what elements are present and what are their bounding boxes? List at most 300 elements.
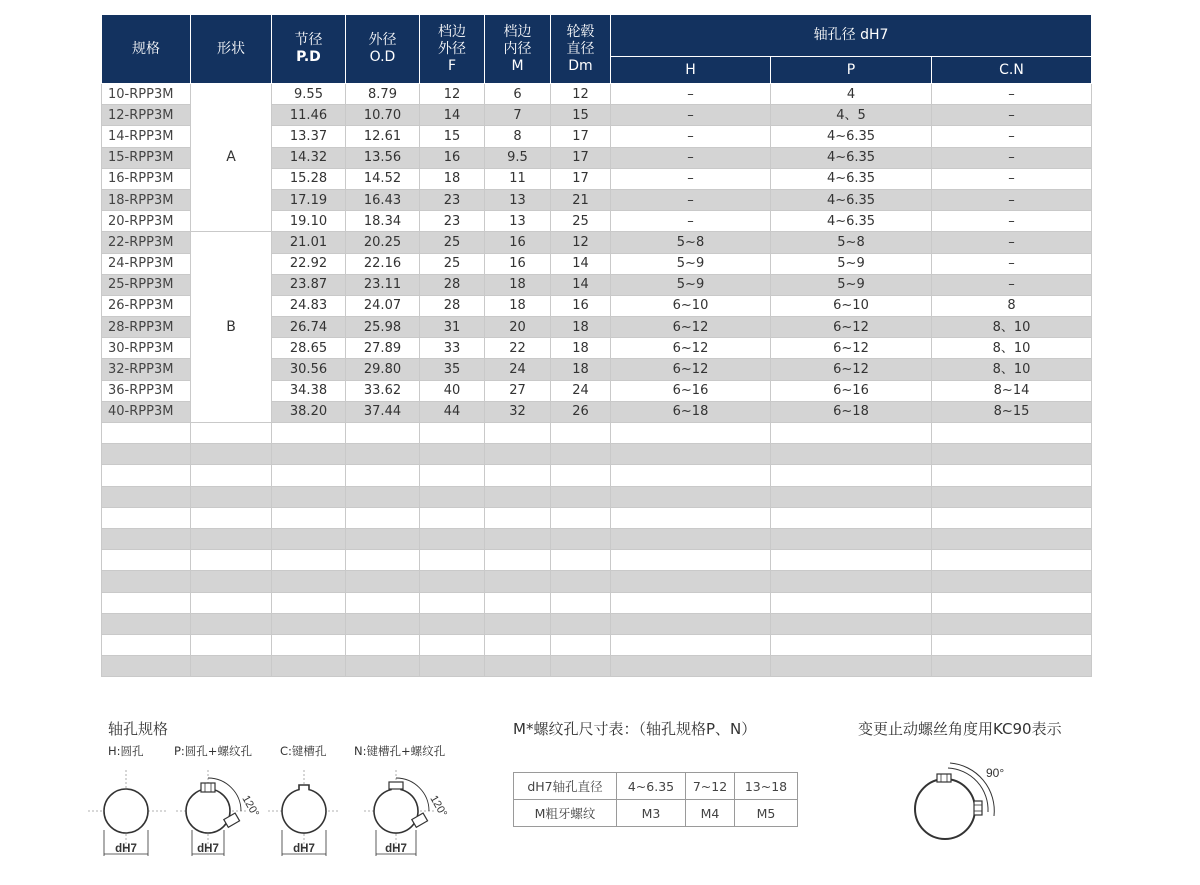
table-row xyxy=(102,84,1092,105)
thread-row1-cell: 7~12 xyxy=(686,773,735,800)
model-cell: 15-RPP3M xyxy=(102,147,191,168)
p-cell xyxy=(771,465,932,486)
h-cell: 5~9 xyxy=(611,274,771,295)
pd-cell xyxy=(272,528,346,549)
f-cell: 28 xyxy=(420,295,485,316)
table-row xyxy=(102,465,1092,486)
thread-section-title: M*螺纹孔尺寸表：（轴孔规格P、N） xyxy=(513,720,757,738)
bore-h-dim: dH7 xyxy=(115,843,137,855)
cn-cell: – xyxy=(932,168,1092,189)
table-row xyxy=(102,507,1092,528)
pd-cell: 23.87 xyxy=(272,274,346,295)
h-cell: – xyxy=(611,105,771,126)
model-cell: 25-RPP3M xyxy=(102,274,191,295)
model-cell xyxy=(102,613,191,634)
p-cell: 6~16 xyxy=(771,380,932,401)
h-cell xyxy=(611,423,771,444)
p-cell: 4~6.35 xyxy=(771,211,932,232)
h-cell xyxy=(611,656,771,677)
dm-cell: 17 xyxy=(551,168,611,189)
h-cell: – xyxy=(611,168,771,189)
f-cell: 44 xyxy=(420,401,485,422)
header-f-mid: 外径 xyxy=(438,40,466,57)
cn-cell: 8~15 xyxy=(932,401,1092,422)
bore-h-label: H:圆孔 xyxy=(108,744,144,758)
thread-row2-label: M粗牙螺纹 xyxy=(514,800,617,827)
p-cell: 6~12 xyxy=(771,359,932,380)
f-cell: 15 xyxy=(420,126,485,147)
header-h: H xyxy=(611,57,771,84)
od-cell xyxy=(346,571,420,592)
bore-c-label: C:键槽孔 xyxy=(280,744,327,758)
pd-cell: 14.32 xyxy=(272,147,346,168)
f-cell xyxy=(420,528,485,549)
h-cell: – xyxy=(611,211,771,232)
pd-cell xyxy=(272,465,346,486)
f-cell: 23 xyxy=(420,211,485,232)
p-cell xyxy=(771,634,932,655)
dm-cell xyxy=(551,444,611,465)
dm-cell: 15 xyxy=(551,105,611,126)
od-cell: 8.79 xyxy=(346,84,420,105)
m-cell xyxy=(485,507,551,528)
m-cell xyxy=(485,486,551,507)
model-cell xyxy=(102,507,191,528)
kc90-angle: 90° xyxy=(986,766,1005,780)
header-pd-bottom: P.D xyxy=(296,49,321,65)
cn-cell: 8 xyxy=(932,295,1092,316)
cn-cell xyxy=(932,444,1092,465)
dm-cell xyxy=(551,528,611,549)
dm-cell xyxy=(551,571,611,592)
m-cell xyxy=(485,571,551,592)
od-cell xyxy=(346,613,420,634)
dm-cell xyxy=(551,592,611,613)
f-cell: 12 xyxy=(420,84,485,105)
shape-cell xyxy=(191,613,272,634)
h-cell: 6~18 xyxy=(611,401,771,422)
table-row xyxy=(102,423,1092,444)
h-cell: 6~12 xyxy=(611,338,771,359)
pd-cell: 30.56 xyxy=(272,359,346,380)
thread-row2-cell: M3 xyxy=(617,800,686,827)
p-cell xyxy=(771,444,932,465)
p-cell: 5~9 xyxy=(771,274,932,295)
od-cell: 37.44 xyxy=(346,401,420,422)
m-cell: 27 xyxy=(485,380,551,401)
od-cell xyxy=(346,465,420,486)
thread-row-size xyxy=(514,800,798,827)
f-cell: 14 xyxy=(420,105,485,126)
p-cell xyxy=(771,528,932,549)
thread-row1-cell: 13~18 xyxy=(735,773,798,800)
m-cell xyxy=(485,528,551,549)
table-row xyxy=(102,592,1092,613)
m-cell: 16 xyxy=(485,253,551,274)
h-cell xyxy=(611,444,771,465)
shape-cell xyxy=(191,507,272,528)
f-cell: 35 xyxy=(420,359,485,380)
table-row xyxy=(102,613,1092,634)
od-cell: 18.34 xyxy=(346,211,420,232)
header-p: P xyxy=(771,57,932,84)
od-cell: 14.52 xyxy=(346,168,420,189)
shape-cell xyxy=(191,656,272,677)
kc-section-title: 变更止动螺丝角度用KC90表示 xyxy=(858,720,1062,738)
bore-p-angle: 120° xyxy=(239,793,262,820)
m-cell: 24 xyxy=(485,359,551,380)
dm-cell: 16 xyxy=(551,295,611,316)
pd-cell: 22.92 xyxy=(272,253,346,274)
cn-cell: 8、10 xyxy=(932,359,1092,380)
f-cell xyxy=(420,592,485,613)
od-cell: 33.62 xyxy=(346,380,420,401)
model-cell: 26-RPP3M xyxy=(102,295,191,316)
pd-cell: 9.55 xyxy=(272,84,346,105)
shape-cell xyxy=(191,571,272,592)
p-cell xyxy=(771,656,932,677)
od-cell xyxy=(346,423,420,444)
header-m-top: 档边 xyxy=(503,23,532,40)
p-cell xyxy=(771,423,932,444)
od-cell xyxy=(346,444,420,465)
od-cell: 12.61 xyxy=(346,126,420,147)
header-pd-top: 节径 xyxy=(294,32,323,48)
p-cell: 5~9 xyxy=(771,253,932,274)
shape-cell xyxy=(191,444,272,465)
h-cell xyxy=(611,507,771,528)
model-cell: 22-RPP3M xyxy=(102,232,191,253)
spec-table-body xyxy=(102,84,1092,677)
bore-p-diagram xyxy=(176,770,266,860)
p-cell xyxy=(771,592,932,613)
h-cell: 6~12 xyxy=(611,317,771,338)
od-cell: 23.11 xyxy=(346,274,420,295)
header-od-bottom: O.D xyxy=(369,49,396,65)
f-cell xyxy=(420,613,485,634)
m-cell: 7 xyxy=(485,105,551,126)
shape-cell xyxy=(191,423,272,444)
model-cell xyxy=(102,423,191,444)
od-cell: 20.25 xyxy=(346,232,420,253)
m-cell xyxy=(485,656,551,677)
h-cell: – xyxy=(611,126,771,147)
bore-p-dim: dH7 xyxy=(197,843,219,855)
model-cell: 12-RPP3M xyxy=(102,105,191,126)
model-cell xyxy=(102,634,191,655)
od-cell xyxy=(346,550,420,571)
pd-cell: 13.37 xyxy=(272,126,346,147)
header-dm-top: 轮毂 xyxy=(566,23,595,40)
p-cell xyxy=(771,550,932,571)
cn-cell: – xyxy=(932,274,1092,295)
od-cell xyxy=(346,592,420,613)
model-cell: 30-RPP3M xyxy=(102,338,191,359)
pd-cell: 28.65 xyxy=(272,338,346,359)
dm-cell xyxy=(551,465,611,486)
pd-cell xyxy=(272,634,346,655)
m-cell: 18 xyxy=(485,274,551,295)
m-cell: 22 xyxy=(485,338,551,359)
shape-cell xyxy=(191,634,272,655)
model-cell xyxy=(102,528,191,549)
header-f-top: 档边 xyxy=(438,23,466,40)
f-cell: 28 xyxy=(420,274,485,295)
model-cell: 40-RPP3M xyxy=(102,401,191,422)
bore-n-dim: dH7 xyxy=(385,843,407,855)
header-m-mid: 内径 xyxy=(503,40,532,57)
model-cell xyxy=(102,656,191,677)
dm-cell: 17 xyxy=(551,126,611,147)
spec-table xyxy=(101,14,1092,677)
model-cell: 28-RPP3M xyxy=(102,317,191,338)
f-cell: 25 xyxy=(420,232,485,253)
od-cell xyxy=(346,634,420,655)
header-od xyxy=(346,15,420,84)
bore-p-label: P:圆孔+螺纹孔 xyxy=(174,744,252,758)
bore-c-dim: dH7 xyxy=(293,843,315,855)
pd-cell: 17.19 xyxy=(272,189,346,210)
bore-n-label: N:键槽孔+螺纹孔 xyxy=(354,744,446,758)
pd-cell: 19.10 xyxy=(272,211,346,232)
model-cell: 16-RPP3M xyxy=(102,168,191,189)
pd-cell: 21.01 xyxy=(272,232,346,253)
pd-cell xyxy=(272,592,346,613)
pd-cell xyxy=(272,571,346,592)
dm-cell xyxy=(551,507,611,528)
h-cell xyxy=(611,465,771,486)
m-cell: 13 xyxy=(485,189,551,210)
p-cell: 4~6.35 xyxy=(771,189,932,210)
p-cell: 6~12 xyxy=(771,317,932,338)
cn-cell xyxy=(932,571,1092,592)
dm-cell: 18 xyxy=(551,338,611,359)
header-f xyxy=(420,15,485,84)
od-cell: 10.70 xyxy=(346,105,420,126)
pd-cell: 38.20 xyxy=(272,401,346,422)
dm-cell xyxy=(551,550,611,571)
m-cell xyxy=(485,550,551,571)
m-cell xyxy=(485,465,551,486)
table-row xyxy=(102,232,1092,253)
p-cell xyxy=(771,486,932,507)
cn-cell: – xyxy=(932,232,1092,253)
h-cell: 6~10 xyxy=(611,295,771,316)
shape-cell-a: A xyxy=(191,84,272,232)
bore-n-diagram xyxy=(364,770,454,860)
od-cell: 24.07 xyxy=(346,295,420,316)
h-cell xyxy=(611,592,771,613)
m-cell xyxy=(485,423,551,444)
f-cell: 16 xyxy=(420,147,485,168)
m-cell: 11 xyxy=(485,168,551,189)
p-cell: 5~8 xyxy=(771,232,932,253)
shape-cell xyxy=(191,486,272,507)
cn-cell: – xyxy=(932,147,1092,168)
header-dm-mid: 直径 xyxy=(566,40,595,57)
p-cell: 6~12 xyxy=(771,338,932,359)
cn-cell: – xyxy=(932,253,1092,274)
h-cell xyxy=(611,613,771,634)
m-cell: 20 xyxy=(485,317,551,338)
f-cell xyxy=(420,507,485,528)
dm-cell: 25 xyxy=(551,211,611,232)
h-cell: – xyxy=(611,84,771,105)
p-cell: 4~6.35 xyxy=(771,126,932,147)
m-cell xyxy=(485,613,551,634)
p-cell: 4 xyxy=(771,84,932,105)
thread-row1-label: dH7轴孔直径 xyxy=(514,773,617,800)
od-cell xyxy=(346,507,420,528)
od-cell: 25.98 xyxy=(346,317,420,338)
f-cell: 33 xyxy=(420,338,485,359)
f-cell xyxy=(420,550,485,571)
p-cell xyxy=(771,571,932,592)
dm-cell: 18 xyxy=(551,359,611,380)
cn-cell: – xyxy=(932,189,1092,210)
h-cell: 6~12 xyxy=(611,359,771,380)
pd-cell: 11.46 xyxy=(272,105,346,126)
m-cell: 8 xyxy=(485,126,551,147)
f-cell xyxy=(420,634,485,655)
header-spec: 规格 xyxy=(102,15,191,84)
pd-cell xyxy=(272,550,346,571)
model-cell: 14-RPP3M xyxy=(102,126,191,147)
cn-cell xyxy=(932,634,1092,655)
cn-cell xyxy=(932,528,1092,549)
dm-cell: 14 xyxy=(551,253,611,274)
model-cell: 20-RPP3M xyxy=(102,211,191,232)
od-cell: 16.43 xyxy=(346,189,420,210)
pd-cell: 24.83 xyxy=(272,295,346,316)
model-cell: 24-RPP3M xyxy=(102,253,191,274)
bore-h-diagram xyxy=(88,770,168,860)
pd-cell: 26.74 xyxy=(272,317,346,338)
cn-cell xyxy=(932,507,1092,528)
pd-cell xyxy=(272,423,346,444)
m-cell: 18 xyxy=(485,295,551,316)
cn-cell xyxy=(932,592,1092,613)
od-cell: 29.80 xyxy=(346,359,420,380)
dm-cell: 18 xyxy=(551,317,611,338)
pd-cell xyxy=(272,486,346,507)
h-cell xyxy=(611,634,771,655)
cn-cell: 8、10 xyxy=(932,338,1092,359)
h-cell: – xyxy=(611,147,771,168)
m-cell xyxy=(485,444,551,465)
header-bore-group: 轴孔径 dH7 xyxy=(611,15,1092,57)
table-row xyxy=(102,550,1092,571)
dm-cell xyxy=(551,613,611,634)
h-cell: – xyxy=(611,189,771,210)
table-row xyxy=(102,528,1092,549)
table-row xyxy=(102,486,1092,507)
model-cell: 10-RPP3M xyxy=(102,84,191,105)
shape-cell xyxy=(191,550,272,571)
m-cell xyxy=(485,592,551,613)
table-row xyxy=(102,444,1092,465)
table-row xyxy=(102,656,1092,677)
p-cell: 6~10 xyxy=(771,295,932,316)
shape-cell-b: B xyxy=(191,232,272,423)
pd-cell xyxy=(272,613,346,634)
header-dm-bottom: Dm xyxy=(568,57,593,74)
m-cell: 6 xyxy=(485,84,551,105)
pd-cell: 34.38 xyxy=(272,380,346,401)
shape-cell xyxy=(191,465,272,486)
f-cell: 25 xyxy=(420,253,485,274)
dm-cell: 26 xyxy=(551,401,611,422)
cn-cell xyxy=(932,465,1092,486)
dm-cell: 24 xyxy=(551,380,611,401)
model-cell xyxy=(102,550,191,571)
od-cell: 22.16 xyxy=(346,253,420,274)
f-cell: 23 xyxy=(420,189,485,210)
cn-cell: – xyxy=(932,105,1092,126)
dm-cell: 21 xyxy=(551,189,611,210)
cn-cell: 8~14 xyxy=(932,380,1092,401)
m-cell: 32 xyxy=(485,401,551,422)
p-cell: 4、5 xyxy=(771,105,932,126)
cn-cell xyxy=(932,656,1092,677)
model-cell: 18-RPP3M xyxy=(102,189,191,210)
m-cell: 13 xyxy=(485,211,551,232)
header-pd xyxy=(272,15,346,84)
thread-table xyxy=(513,772,798,827)
h-cell xyxy=(611,528,771,549)
dm-cell xyxy=(551,423,611,444)
table-row xyxy=(102,634,1092,655)
pd-cell xyxy=(272,444,346,465)
f-cell: 40 xyxy=(420,380,485,401)
header-dm xyxy=(551,15,611,84)
pd-cell: 15.28 xyxy=(272,168,346,189)
cn-cell xyxy=(932,486,1092,507)
f-cell xyxy=(420,486,485,507)
dm-cell: 12 xyxy=(551,84,611,105)
m-cell: 16 xyxy=(485,232,551,253)
p-cell: 6~18 xyxy=(771,401,932,422)
p-cell xyxy=(771,507,932,528)
model-cell: 36-RPP3M xyxy=(102,380,191,401)
bore-c-diagram xyxy=(268,770,348,860)
bore-section-title: 轴孔规格 xyxy=(108,720,169,738)
thread-row2-cell: M4 xyxy=(686,800,735,827)
od-cell xyxy=(346,656,420,677)
h-cell: 6~16 xyxy=(611,380,771,401)
model-cell: 32-RPP3M xyxy=(102,359,191,380)
shape-cell xyxy=(191,528,272,549)
cn-cell xyxy=(932,550,1092,571)
m-cell xyxy=(485,634,551,655)
header-od-top: 外径 xyxy=(368,32,397,48)
od-cell: 13.56 xyxy=(346,147,420,168)
header-shape: 形状 xyxy=(191,15,272,84)
h-cell: 5~8 xyxy=(611,232,771,253)
cn-cell xyxy=(932,423,1092,444)
dm-cell: 12 xyxy=(551,232,611,253)
cn-cell: – xyxy=(932,211,1092,232)
od-cell: 27.89 xyxy=(346,338,420,359)
h-cell: 5~9 xyxy=(611,253,771,274)
m-cell: 9.5 xyxy=(485,147,551,168)
od-cell xyxy=(346,528,420,549)
thread-row2-cell: M5 xyxy=(735,800,798,827)
cn-cell: 8、10 xyxy=(932,317,1092,338)
f-cell: 31 xyxy=(420,317,485,338)
model-cell xyxy=(102,465,191,486)
kc90-diagram xyxy=(908,760,1018,860)
